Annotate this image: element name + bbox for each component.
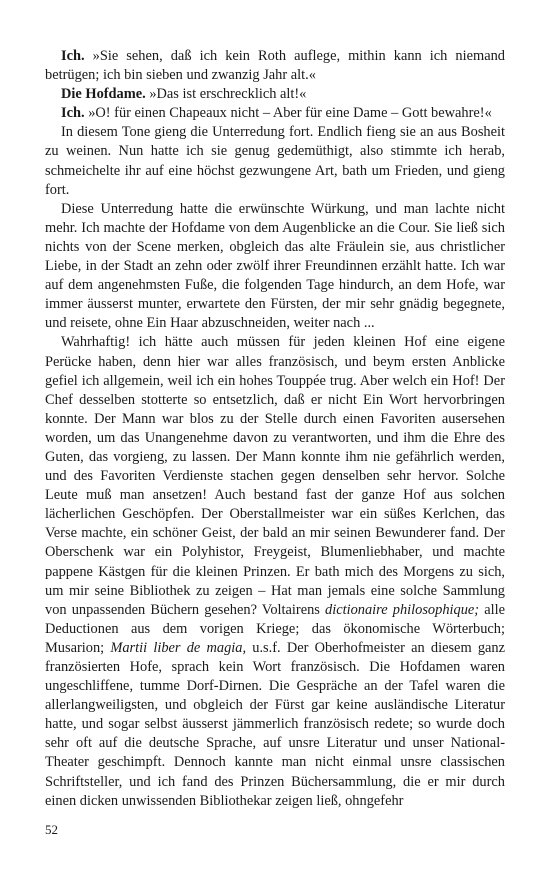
paragraph-3 — [45, 333, 505, 810]
dialog-line-2 — [45, 85, 505, 104]
speaker-label: Ich. — [61, 105, 85, 122]
paragraph-3-text-c: u.s.f. Der Oberhofmeister an diesem ganz französierten Hofe, sprach kein Wort französisch. Die Hofdamen waren ungeschliffene, tumme Dorf-Dirnen. Die Gespräche an der Tafel waren die allerlangweiligsten, und obgleich der Fürst gar keine ausländische Literatur hatte, und sogar selbst äusserst jämmerlich französisch redete; so wurde doch sehr oft auf die deutsche Sprache, auf unsre Literatur und unser National-Theater geschimpft. Dennoch kannte man nicht einmal unsre classischen Schriftsteller, und ich fand des Prinzen Büchersammlung, die er mir durch einen dicken unwissenden Bibliothekar zeigen ließ, ohngefehr — [45, 639, 505, 809]
dialog-line-3 — [45, 104, 505, 123]
book-title-martii: Martii liber de magia, — [110, 639, 247, 656]
page-number: 52 — [45, 822, 58, 837]
paragraph-3-text-a: Wahrhaftig! ich hätte auch müssen für jeden kleinen Hof eine eigene Perücke haben, denn hier war alles französisch, und beym ersten Anblicke gefiel ich allgemein, weil ich ein hohes Touppée trug. Aber welch ein Hof! Der Chef desselben stotterte so entsetzlich, daß er nicht Ein Wort hervorbringen konnte. Der Mann war blos zu der Stelle durch einen Favoriten ausersehen worden, um das Unangenehme davon zu verantworten, und ihm die Ehre des Guten, das vorgieng, zu lassen. Der Mann konnte ihm nie gefährlich werden, und des Favoriten Verdienste stachen gegen denselben sehr hervor. Solche Leute muß man ansetzen! Auch bestand fast der ganze Hof aus solchen lächerlichen Geschöpfen. Der Oberstallmeister war ein süßes Kerlchen, das Verse machte, ein schöner Geist, der bald an mir seinen Bewunderer fand. Der Oberschenk war ein Polyhistor, Freygeist, Blumenliebhaber, und machte pappene Kästgen für die kleinen Prinzen. Er bath mich des Morgens zu sich, um mir seine Bibliothek zu zeigen – Hat man jemals eine solche Sammlung von unpassenden Büchern gesehen? Voltairens — [45, 334, 505, 618]
dialog-text: »Das ist erschrecklich alt!« — [145, 86, 307, 103]
dialog-text: »O! für einen Chapeaux nicht – Aber für eine Dame – Gott bewahre!« — [84, 105, 492, 122]
dialog-text: »Sie sehen, daß ich kein Roth auflege, mithin kann ich niemand betrügen; ich bin sieben und zwanzig Jahr alt.« — [45, 48, 505, 84]
paragraph-3-text-b: alle Deductionen aus dem vorigen Kriege; das ökonomische Wörterbuch; Musarion; — [45, 601, 505, 656]
book-title-dictionaire: dictionaire philosophique; — [325, 601, 480, 618]
speaker-label: Ich. — [61, 48, 85, 64]
body-text — [45, 47, 505, 811]
paragraph-2: Diese Unterredung hatte die erwünschte Würkung, und man lachte nicht mehr. Ich machte der Hofdame von dem Augenblicke an die Cour. Sie ließ sich nichts von der Scene merken, obgleich das alte Fräulein sie, aus christlicher Liebe, in der Stadt an zehn oder zwölf ihrer Freundinnen erzählt hatte. Ich war auf dem angenehmsten Fuße, die folgenden Tage hindurch, an dem Hofe, war immer äusserst munter, erwartete den Fürsten, der mir sehr gnädig begegnete, und reisete, ohne Ein Haar abzuschneiden, weiter nach ... — [45, 200, 505, 332]
paragraph-1: In diesem Tone gieng die Unterredung fort. Endlich fieng sie an aus Bosheit zu weinen. Nun hatte ich sie genug gedemüthigt, also stimmte ich herab, schmeichelte ihr auf eine höchst gezwungene Art, bath um Frieden, und gieng fort. — [45, 124, 505, 198]
dialog-line-1 — [45, 47, 505, 85]
speaker-label: Die Hofdame. — [61, 86, 146, 103]
